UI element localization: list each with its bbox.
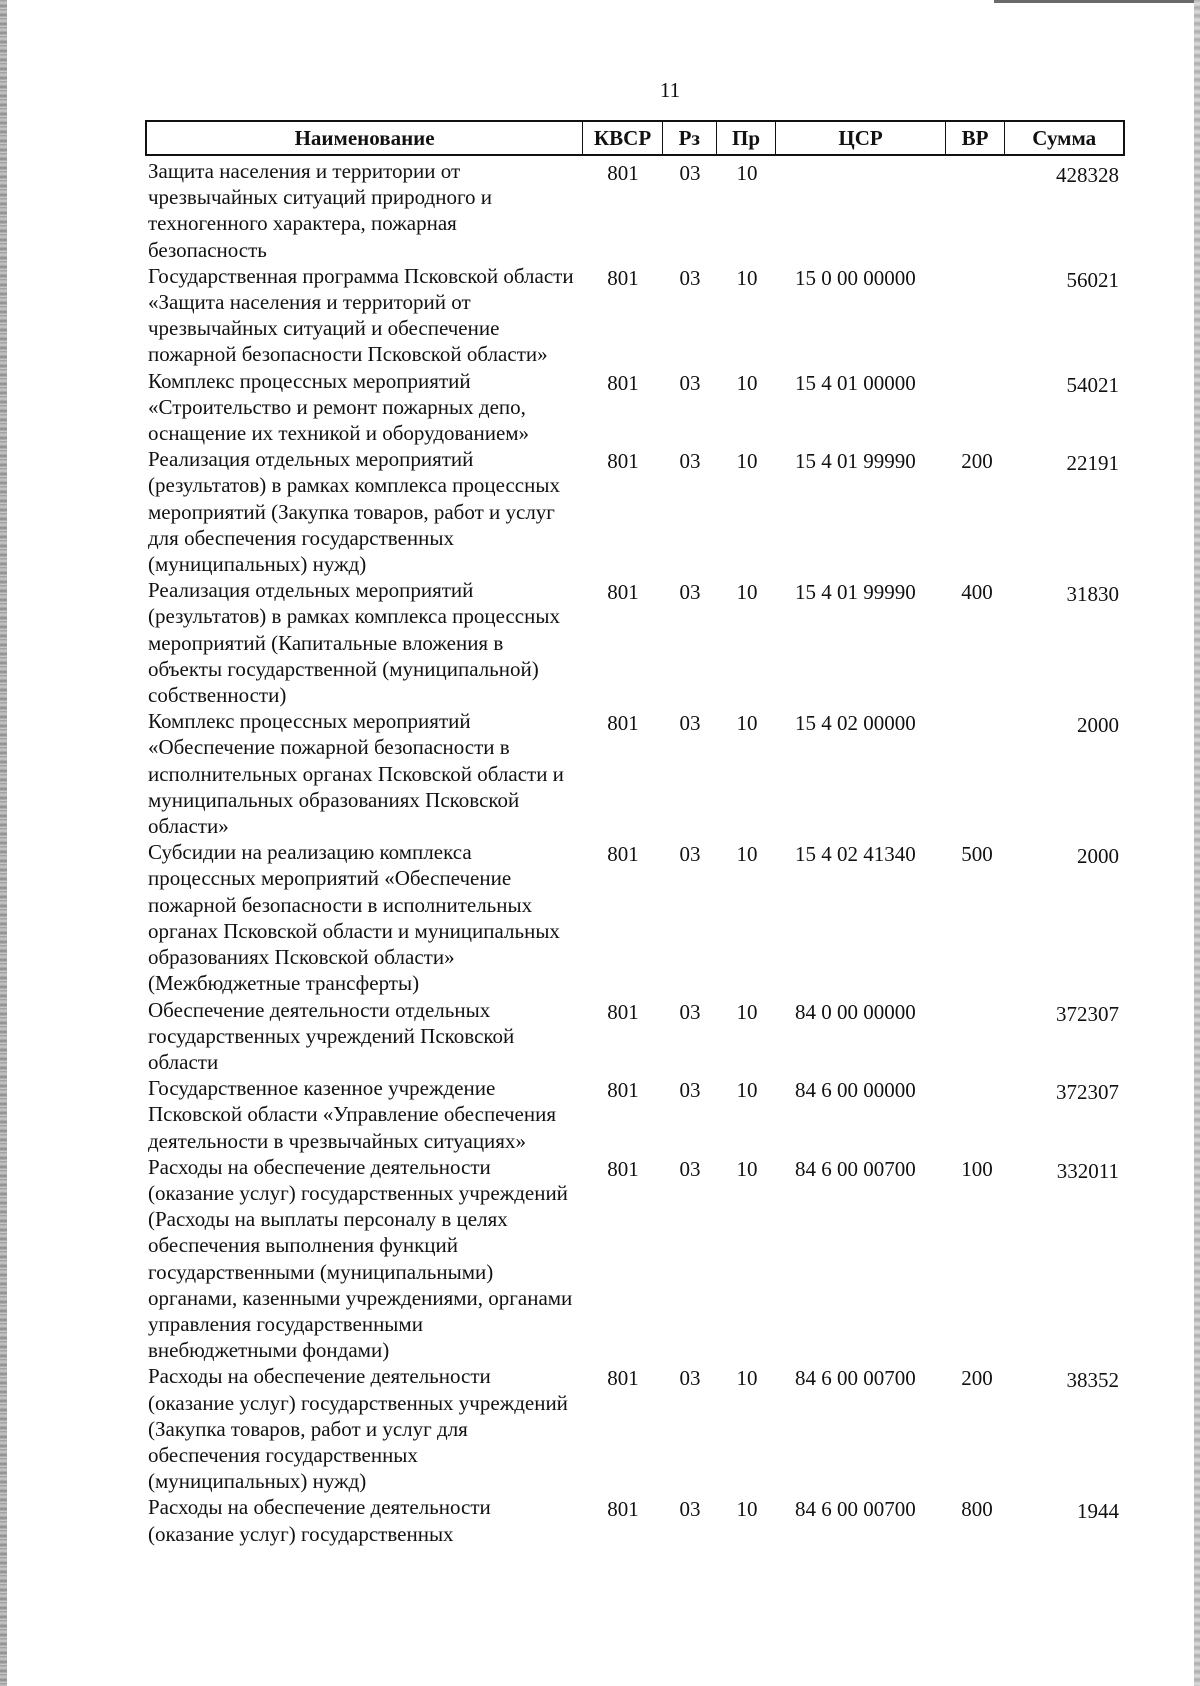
row-rz: 03 (679, 999, 701, 1024)
page-number: 11 (659, 78, 681, 102)
row-rz: 03 (679, 1497, 701, 1522)
row-rz: 03 (679, 265, 701, 290)
row-pr: 10 (736, 370, 758, 395)
row-csr: 15 4 01 99990 (795, 449, 916, 474)
row-kvsr: 801 (607, 580, 639, 605)
row-vr: 400 (961, 580, 993, 605)
row-sum: 372307 (1056, 1001, 1119, 1026)
row-vr: 800 (961, 1497, 993, 1522)
row-sum: 2000 (1077, 844, 1119, 869)
row-pr: 10 (736, 1078, 758, 1103)
row-pr: 10 (736, 580, 758, 605)
row-kvsr: 801 (607, 265, 639, 290)
header-kvsr: КВСР (583, 122, 663, 154)
row-name: Расходы на обеспечение деятельности (оказание услуг) государственных учреждений (Расходы на выплаты персоналу в целях обеспечения выполнения функций государственными (муниципальными) органами, казенными учреждениями, органами управления государственными внебюджетными фондами) (148, 1154, 573, 1363)
row-kvsr: 801 (607, 1156, 639, 1181)
row-sum: 54021 (1066, 372, 1119, 397)
row-kvsr: 801 (607, 1497, 639, 1522)
row-csr (777, 158, 947, 263)
row-kvsr: 801 (607, 842, 639, 867)
table-row (145, 708, 1125, 839)
row-pr: 10 (736, 1497, 758, 1522)
row-pr: 10 (736, 1156, 758, 1181)
row-csr: 84 6 00 00700 (795, 1366, 916, 1391)
table-row (145, 368, 1125, 447)
row-sum: 22191 (1066, 451, 1119, 476)
row-pr: 10 (736, 711, 758, 736)
row-csr: 84 6 00 00700 (795, 1156, 916, 1181)
row-name: Обеспечение деятельности отдельных государственных учреждений Псковской области (148, 997, 515, 1074)
row-name: Защита населения и территории от чрезвычайных ситуаций природного и техногенного характера, пожарная безопасность (148, 159, 493, 262)
row-vr: 200 (961, 449, 993, 474)
row-vr (947, 368, 1007, 447)
row-csr: 84 0 00 00000 (795, 999, 916, 1024)
row-csr: 15 4 01 99990 (795, 580, 916, 605)
table-row (145, 158, 1125, 263)
row-kvsr: 801 (607, 370, 639, 395)
row-kvsr: 801 (607, 711, 639, 736)
table-row (145, 446, 1125, 577)
table-body (145, 158, 1125, 1547)
row-csr: 15 4 02 41340 (795, 842, 916, 867)
row-name: Государственная программа Псковской области «Защита населения и территорий от чрезвычайных ситуаций и обеспечение пожарной безопасности Псковской области» (148, 263, 574, 367)
row-sum: 56021 (1066, 267, 1119, 292)
table-row (145, 997, 1125, 1076)
row-vr (947, 263, 1007, 368)
row-pr: 10 (736, 999, 758, 1024)
header-pr: Пр (717, 122, 777, 154)
row-pr: 10 (736, 1366, 758, 1391)
row-sum: 38352 (1066, 1368, 1119, 1393)
table-row (145, 1494, 1125, 1546)
table-row (145, 577, 1125, 708)
row-sum: 2000 (1077, 713, 1119, 738)
row-vr (947, 997, 1007, 1076)
row-pr: 10 (736, 161, 758, 185)
row-sum: 428328 (1056, 163, 1119, 187)
row-csr: 15 4 01 00000 (795, 370, 916, 395)
row-kvsr: 801 (607, 1078, 639, 1103)
row-sum: 31830 (1066, 582, 1119, 607)
row-vr (947, 1075, 1007, 1154)
row-vr: 500 (961, 842, 993, 867)
row-pr: 10 (736, 265, 758, 290)
header-name: Наименование (147, 122, 583, 154)
row-rz: 03 (679, 1156, 701, 1181)
row-csr: 15 4 02 00000 (795, 711, 916, 736)
row-vr (947, 158, 1007, 263)
row-rz: 03 (679, 580, 701, 605)
row-pr: 10 (736, 449, 758, 474)
header-rz: Рз (663, 122, 717, 154)
row-pr: 10 (736, 842, 758, 867)
row-kvsr: 801 (607, 1366, 639, 1391)
row-rz: 03 (679, 711, 701, 736)
row-name: Государственное казенное учреждение Псковской области «Управление обеспечения деятельности в чрезвычайных ситуациях» (148, 1076, 557, 1153)
table-row (145, 839, 1125, 996)
row-sum: 332011 (1056, 1158, 1119, 1183)
scan-edge-left (0, 0, 7, 1686)
row-rz: 03 (679, 842, 701, 867)
row-csr: 84 6 00 00700 (795, 1497, 916, 1522)
scan-edge-right (1194, 0, 1200, 1686)
row-rz: 03 (679, 449, 701, 474)
row-name: Реализация отдельных мероприятий (результатов) в рамках комплекса процессных мероприятий (Капитальные вложения в объекты государственной (муниципальной) собственности) (148, 578, 560, 708)
row-name: Комплекс процессных мероприятий «Строительство и ремонт пожарных депо, оснащение их техникой и оборудованием» (148, 368, 530, 446)
row-name: Расходы на обеспечение деятельности (оказание услуг) государственных учреждений (Закупка товаров, работ и услуг для обеспечения государственных (муниципальных) нужд) (148, 1364, 568, 1494)
row-rz: 03 (679, 370, 701, 395)
row-csr: 84 6 00 00000 (795, 1078, 916, 1103)
table-row (145, 263, 1125, 368)
row-sum: 1944 (1077, 1499, 1119, 1524)
row-name: Расходы на обеспечение деятельности (оказание услуг) государственных (148, 1495, 491, 1546)
row-csr: 15 0 00 00000 (795, 265, 916, 290)
row-name: Комплекс процессных мероприятий «Обеспечение пожарной безопасности в исполнительных органах Псковской области и муниципальных образованиях Псковской области» (148, 709, 564, 839)
row-sum: 372307 (1056, 1080, 1119, 1105)
header-sum: Сумма (1032, 125, 1097, 150)
row-vr: 200 (961, 1366, 993, 1391)
scan-corner-line (994, 0, 1194, 3)
table-row (145, 1363, 1125, 1494)
header-vr: ВР (946, 122, 1006, 154)
row-name: Реализация отдельных мероприятий (результатов) в рамках комплекса процессных мероприятий (Закупка товаров, работ и услуг для обеспечения государственных (муниципальных) нужд) (148, 447, 560, 577)
row-name: Субсидии на реализацию комплекса процессных мероприятий «Обеспечение пожарной безопасности в исполнительных органах Псковской области и муниципальных образованиях Псковской области» (Межбюджетные трансферты) (148, 840, 560, 996)
table-row (145, 1075, 1125, 1154)
table-header-row (145, 120, 1125, 156)
row-vr (947, 708, 1007, 839)
table-row (145, 1154, 1125, 1364)
budget-table (145, 120, 1125, 1547)
row-kvsr: 801 (607, 449, 639, 474)
row-kvsr: 801 (607, 999, 639, 1024)
row-rz: 03 (679, 1078, 701, 1103)
row-kvsr: 801 (607, 161, 639, 185)
row-rz: 03 (679, 1366, 701, 1391)
row-rz: 03 (679, 161, 701, 185)
row-vr: 100 (961, 1156, 993, 1181)
header-csr: ЦСР (776, 122, 945, 154)
